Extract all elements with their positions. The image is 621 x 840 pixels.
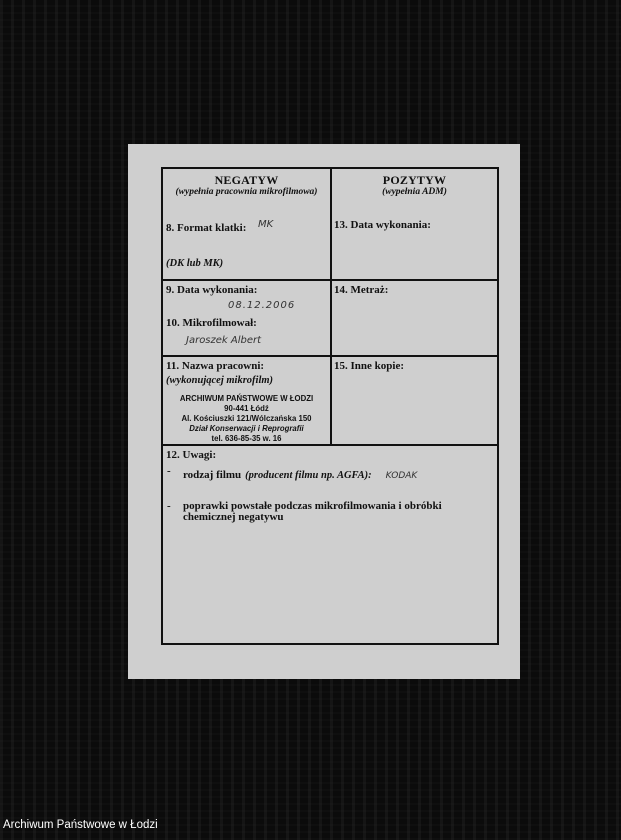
field-15-label: 15. Inne kopie:	[334, 360, 404, 372]
corrections-line-2: chemicznej negatywu	[183, 511, 284, 523]
address-line-postal: 90-441 Łódź	[224, 404, 269, 413]
film-type-value: KODAK	[385, 471, 418, 481]
field-10-value: Jaroszek Albert	[186, 335, 262, 346]
field-10-label: 10. Mikrofilmował:	[166, 317, 257, 329]
address-line-institution: ARCHIWUM PAŃSTWOWE W ŁODZI	[179, 394, 314, 403]
address-line-street: Al. Kościuszki 121/Wólczańska 150	[181, 414, 312, 423]
field-8-hint: (DK lub MK)	[166, 258, 224, 269]
field-11-label: 11. Nazwa pracowni:	[166, 360, 265, 372]
field-12-cell	[163, 446, 497, 643]
field-9-value: 08.12.2006	[228, 300, 296, 311]
field-11-hint: (wykonującej mikrofilm)	[166, 375, 274, 386]
field-9-10-cell	[163, 281, 330, 355]
remark-bullet: -	[167, 465, 171, 477]
pozytyw-subtitle: (wypełnia ADM)	[382, 187, 447, 197]
field-12-label: 12. Uwagi:	[166, 449, 217, 461]
field-14-cell	[332, 281, 497, 355]
field-8-label: 8. Format klatki:	[166, 222, 247, 234]
negatyw-title: NEGATYW	[214, 173, 279, 187]
pozytyw-title: POZYTYW	[382, 173, 447, 187]
field-13-label: 13. Data wykonania:	[334, 219, 431, 231]
film-type-label: rodzaj filmu	[183, 469, 242, 481]
negatyw-subtitle: (wypełnia pracownia mikrofilmowa)	[175, 187, 318, 197]
workshop-address	[163, 394, 330, 444]
field-8-value: MK	[258, 219, 274, 230]
archive-watermark: Archiwum Państwowe w Łodzi	[3, 819, 158, 831]
film-type-hint: (producent filmu np. AGFA):	[245, 470, 372, 481]
address-line-department: Dział Konserwacji i Reprografii	[189, 424, 304, 433]
field-11-cell	[163, 357, 330, 444]
remark-corrections	[183, 500, 442, 523]
remark-bullet: -	[167, 500, 171, 512]
field-14-label: 14. Metraż:	[334, 284, 389, 296]
microfilm-form-table	[161, 167, 499, 645]
remark-film-type	[183, 465, 417, 483]
pozytyw-section	[332, 169, 497, 279]
address-line-phone: tel. 636-85-35 w. 16	[211, 434, 282, 443]
corrections-line-1: poprawki powstałe podczas mikrofilmowania i obróbki	[183, 500, 442, 512]
field-9-label: 9. Data wykonania:	[166, 284, 258, 296]
negatyw-section	[163, 169, 330, 279]
field-15-cell	[332, 357, 497, 444]
